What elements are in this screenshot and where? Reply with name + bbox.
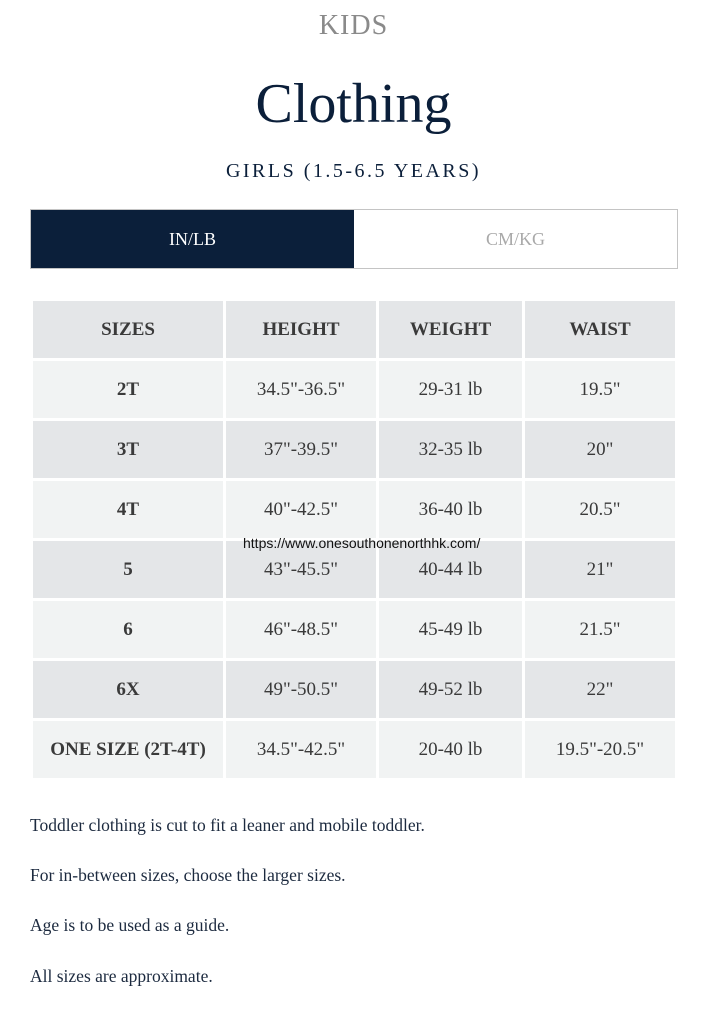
size-cell: 3T	[33, 421, 223, 478]
height-cell: 34.5"-42.5"	[226, 721, 376, 778]
table-row	[33, 661, 675, 718]
approximate-note: All sizes are approximate.	[30, 966, 213, 986]
height-cell: 43"-45.5"	[226, 541, 376, 598]
weight-cell: 45-49 lb	[379, 601, 522, 658]
waist-cell: 22"	[525, 661, 675, 718]
size-cell: 6X	[33, 661, 223, 718]
table-row	[33, 481, 675, 538]
waist-cell: 19.5"	[525, 361, 675, 418]
column-header-weight: WEIGHT	[379, 301, 522, 358]
size-cell: 5	[33, 541, 223, 598]
size-cell: ONE SIZE (2T-4T)	[33, 721, 223, 778]
height-cell: 40"-42.5"	[226, 481, 376, 538]
watermark-url: https://www.onesouthonenorthhk.com/	[243, 535, 481, 551]
waist-cell: 21"	[525, 541, 675, 598]
unit-toggle	[30, 209, 678, 269]
table-row	[33, 361, 675, 418]
height-cell: 46"-48.5"	[226, 601, 376, 658]
table-row	[33, 421, 675, 478]
waist-cell: 19.5"-20.5"	[525, 721, 675, 778]
weight-cell: 49-52 lb	[379, 661, 522, 718]
age-guide-note: Age is to be used as a guide.	[30, 915, 230, 935]
category-eyebrow: KIDS	[318, 10, 389, 41]
column-header-waist: WAIST	[525, 301, 675, 358]
column-header-sizes: SIZES	[33, 301, 223, 358]
page-subtitle: GIRLS (1.5-6.5 YEARS)	[225, 160, 482, 182]
weight-cell: 29-31 lb	[379, 361, 522, 418]
fit-note: Toddler clothing is cut to fit a leaner and mobile toddler.	[30, 815, 425, 835]
size-cell: 4T	[33, 481, 223, 538]
height-cell: 34.5"-36.5"	[226, 361, 376, 418]
height-cell: 37"-39.5"	[226, 421, 376, 478]
waist-cell: 20.5"	[525, 481, 675, 538]
unit-tab-cm-kg[interactable]: CM/KG	[354, 210, 677, 268]
table-row	[33, 721, 675, 778]
size-cell: 2T	[33, 361, 223, 418]
page-title: Clothing	[255, 73, 452, 135]
waist-cell: 20"	[525, 421, 675, 478]
in-between-note: For in-between sizes, choose the larger sizes.	[30, 865, 346, 885]
height-cell: 49"-50.5"	[226, 661, 376, 718]
size-cell: 6	[33, 601, 223, 658]
weight-cell: 40-44 lb	[379, 541, 522, 598]
weight-cell: 32-35 lb	[379, 421, 522, 478]
waist-cell: 21.5"	[525, 601, 675, 658]
weight-cell: 20-40 lb	[379, 721, 522, 778]
weight-cell: 36-40 lb	[379, 481, 522, 538]
column-header-height: HEIGHT	[226, 301, 376, 358]
unit-tab-in-lb[interactable]: IN/LB	[31, 210, 354, 268]
table-header-row	[33, 301, 675, 358]
table-row	[33, 601, 675, 658]
